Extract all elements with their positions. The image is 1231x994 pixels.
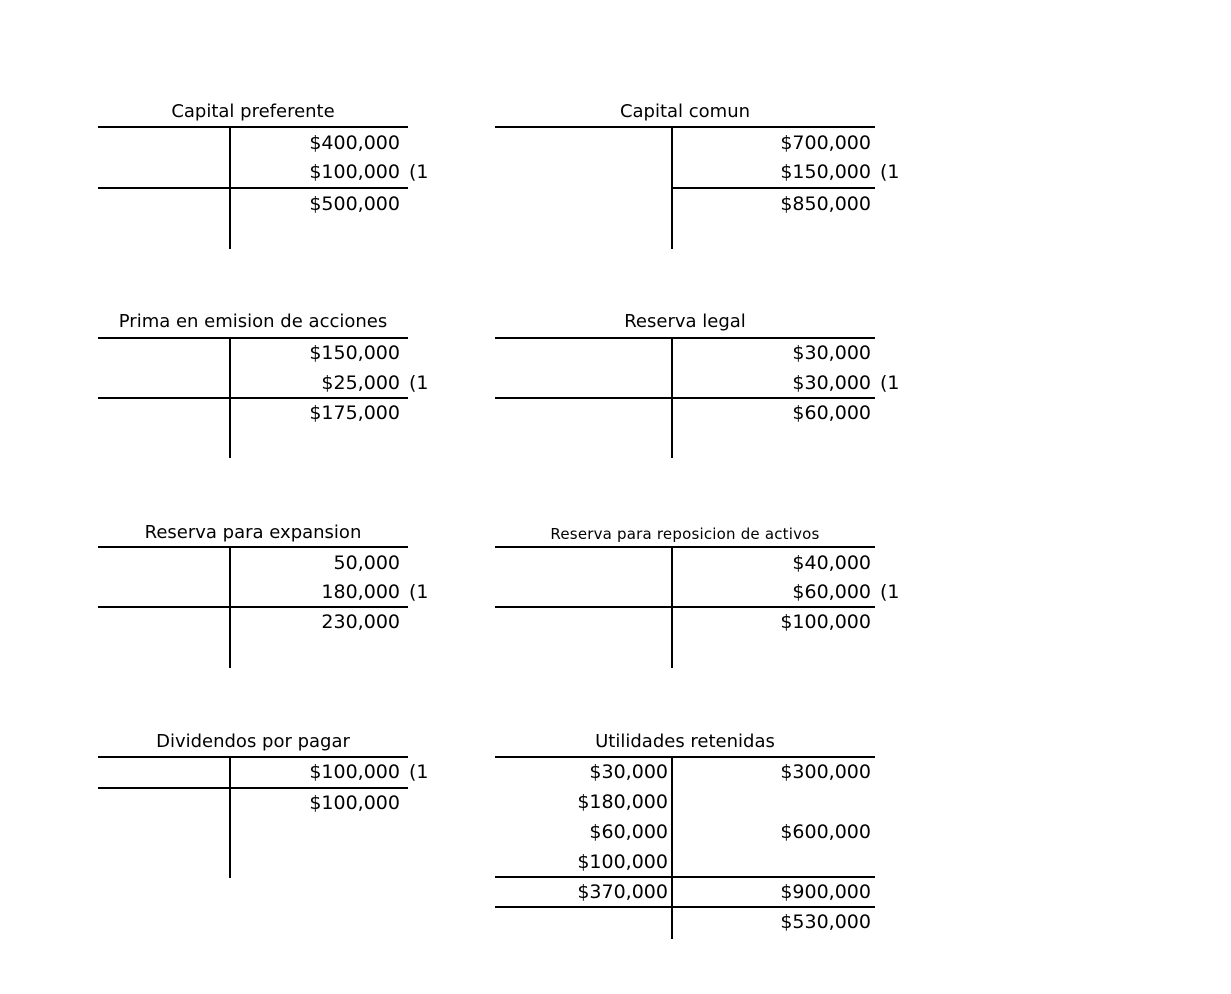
balance: 230,000 (321, 611, 400, 633)
credit-entry: $40,000 (792, 552, 871, 574)
credit-entry: $30,000 (792, 342, 871, 364)
t-account-subtotal-line (495, 876, 875, 878)
account-title: Reserva para expansion (144, 522, 362, 543)
debit-total: $370,000 (577, 881, 668, 903)
entry-reference: (1 (880, 372, 900, 394)
debit-entry: $100,000 (577, 851, 668, 873)
credit-entry: $60,000 (792, 581, 871, 603)
credit-entry: $300,000 (780, 761, 871, 783)
t-account-top-line (495, 126, 875, 128)
debit-entry: $60,000 (589, 821, 668, 843)
balance: $100,000 (780, 611, 871, 633)
credit-entry: 180,000 (321, 581, 400, 603)
t-account-total-line (98, 787, 408, 789)
t-account-total-line (495, 397, 875, 399)
entry-reference: (1 (409, 581, 429, 603)
account-title: Capital comun (619, 101, 751, 122)
t-account-top-line (98, 756, 408, 758)
credit-entry: $25,000 (321, 372, 400, 394)
credit-entry: $100,000 (309, 761, 400, 783)
entry-reference: (1 (409, 761, 429, 783)
balance: $175,000 (309, 402, 400, 424)
t-account-total-line (98, 397, 408, 399)
debit-entry: $180,000 (577, 791, 668, 813)
account-title: Reserva legal (624, 311, 746, 332)
t-account-divider (671, 757, 673, 939)
entry-reference: (1 (880, 581, 900, 603)
credit-entry: $600,000 (780, 821, 871, 843)
balance: $850,000 (780, 193, 871, 215)
entry-reference: (1 (880, 161, 900, 183)
t-account-total-line (671, 187, 875, 189)
balance: $530,000 (780, 911, 871, 933)
account-title: Prima en emision de acciones (118, 311, 388, 332)
t-account-total-line (495, 906, 875, 908)
debit-entry: $30,000 (589, 761, 668, 783)
t-account-total-line (495, 606, 875, 608)
balance: $500,000 (309, 193, 400, 215)
credit-total: $900,000 (780, 881, 871, 903)
entry-reference: (1 (409, 161, 429, 183)
entry-reference: (1 (409, 372, 429, 394)
balance: $60,000 (792, 402, 871, 424)
t-account-top-line (495, 337, 875, 339)
t-account-top-line (495, 546, 875, 548)
account-title: Utilidades retenidas (595, 731, 775, 752)
t-account-total-line (98, 606, 408, 608)
account-title: Dividendos por pagar (156, 731, 350, 752)
credit-entry: $150,000 (309, 342, 400, 364)
credit-entry: $30,000 (792, 372, 871, 394)
credit-entry: $100,000 (309, 161, 400, 183)
t-account-divider (229, 757, 231, 878)
account-title: Reserva para reposicion de activos (550, 525, 820, 543)
t-account-top-line (98, 337, 408, 339)
credit-entry: $150,000 (780, 161, 871, 183)
credit-entry: 50,000 (333, 552, 400, 574)
t-account-total-line (98, 187, 408, 189)
balance: $100,000 (309, 792, 400, 814)
account-title: Capital preferente (171, 101, 335, 122)
t-account-top-line (495, 756, 875, 758)
credit-entry: $700,000 (780, 132, 871, 154)
credit-entry: $400,000 (309, 132, 400, 154)
t-account-top-line (98, 546, 408, 548)
t-account-top-line (98, 126, 408, 128)
